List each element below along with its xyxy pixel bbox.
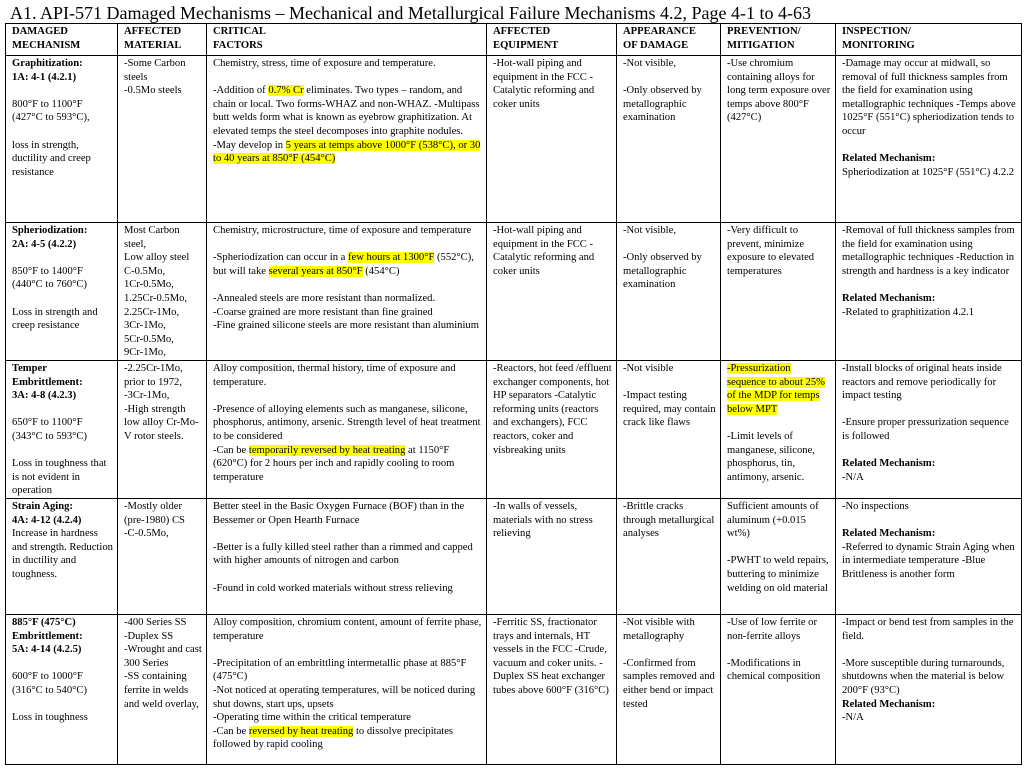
prevention-cell: -Use of low ferrite or non-ferrite alloys -Modifications in chemical composition [721, 615, 836, 765]
header-appearance: APPEARANCE OF DAMAGE [617, 24, 721, 56]
factors-cell: Chemistry, stress, time of exposure and temperature. -Addition of 0.7% Cr eliminates. Two types – random, and chain or local. Two forms-WHAZ and non-WHAZ. -Multipass butt welds form what is known as eyebrow graphitization. At elevated temps the steel decomposes into graphite nodules. -May develop in 5 years at temps above 1000°F (538°C), or 30 to 40 years at 850°F (454°C) [207, 56, 487, 223]
equipment-cell: -In walls of vessels, materials with no stress relieving [487, 499, 617, 615]
table-row [6, 56, 1022, 223]
prevention-cell: -Very difficult to prevent, minimize exposure to elevated temperatures [721, 223, 836, 361]
highlight: 0.7% Cr [268, 85, 304, 97]
header-critical-factors: CRITICAL FACTORS [207, 24, 487, 56]
highlight: temporarily reversed by heat treating [248, 444, 406, 456]
material-cell: -Some Carbon steels -0.5Mo steels [118, 56, 207, 223]
material-cell: -Mostly older (pre-1980) CS -C-0.5Mo, [118, 499, 207, 615]
highlight: few hours at 1300°F [348, 252, 435, 264]
header-row [6, 24, 1022, 56]
highlight: reversed by heat treating [248, 725, 354, 737]
appearance-cell: -Not visible -Impact testing required, may contain crack like flaws [617, 361, 721, 499]
inspection-cell: -Removal of full thickness samples from the field for examination using metallographic techniques -Reduction in strength and hardness is a key indicator Related Mechanism: -Related to graphitization 4.2.1 [836, 223, 1022, 361]
mechanism-cell: Strain Aging: 4A: 4-12 (4.2.4) Increase in hardness and strength. Reduction in ductility and toughness. [6, 499, 118, 615]
highlight: 5 years at temps above 1000°F (538°C), or 30 to 40 years at 850°F (454°C) [213, 139, 481, 165]
mechanism-cell: Graphitization: 1A: 4-1 (4.2.1) 800°F to 1100°F (427°C to 593°C), loss in strength, ductility and creep resistance [6, 56, 118, 223]
prevention-cell: Sufficient amounts of aluminum (+0.015 wt%) -PWHT to weld repairs, buttering to minimize welding on old material [721, 499, 836, 615]
appearance-cell: -Not visible with metallography -Confirmed from samples removed and either bend or impact tested [617, 615, 721, 765]
factors-cell: Alloy composition, thermal history, time of exposure and temperature. -Presence of alloying elements such as manganese, silicone, phosphorus, antimony, arsenic. Strength level of heat treatment to be considered -Can be temporarily reversed by heat treating at 1150°F (620°C) for 2 hours per inch and rapidly cooling to room temperature [207, 361, 487, 499]
highlight: several years at 850°F [268, 265, 363, 277]
table-row [6, 223, 1022, 361]
table-row [6, 615, 1022, 765]
mechanism-cell: 885°F (475°C) Embrittlement: 5A: 4-14 (4.2.5) 600°F to 1000°F (316°C to 540°C) Loss in toughness [6, 615, 118, 765]
factors-cell: Chemistry, microstructure, time of exposure and temperature -Spheriodization can occur in a few hours at 1300°F (552°C), but will take several years at 850°F (454°C) -Annealed steels are more resistant than normalized. -Coarse grained are more resistant than fine grained -Fine grained silicone steels are more resistant than aluminium [207, 223, 487, 361]
mechanism-cell: Temper Embrittlement: 3A: 4-8 (4.2.3) 650°F to 1100°F (343°C to 593°C) Loss in toughness that is not evident in operation [6, 361, 118, 499]
inspection-cell: -Install blocks of original heats inside reactors and remove periodically for impact testing -Ensure proper pressurization sequence is followed Related Mechanism: -N/A [836, 361, 1022, 499]
appearance-cell: -Not visible, -Only observed by metallographic examination [617, 223, 721, 361]
mechanism-cell: Spheriodization: 2A: 4-5 (4.2.2) 850°F to 1400°F (440°C to 760°C) Loss in strength and creep resistance [6, 223, 118, 361]
equipment-cell: -Hot-wall piping and equipment in the FCC -Catalytic reforming and coker units [487, 223, 617, 361]
document-title: A1. API-571 Damaged Mechanisms – Mechanical and Metallurgical Failure Mechanisms 4.2, Page 4-1 to 4-63 [10, 3, 811, 23]
header-prevention: PREVENTION/ MITIGATION [721, 24, 836, 56]
prevention-cell: -Pressurization sequence to about 25% of the MDP for temps below MPT -Limit levels of manganese, silicone, phosphorus, tin, antimony, arsenic. [721, 361, 836, 499]
equipment-cell: -Reactors, hot feed /effluent exchanger components, hot HP separators -Catalytic reforming units (reactors and exchangers), FCC reactors, coker and visbreaking units [487, 361, 617, 499]
factors-cell: Alloy composition, chromium content, amount of ferrite phase, temperature -Precipitation of an embrittling intermetallic phase at 885°F (475°C) -Not noticed at operating temperatures, will be noticed during shut downs, start ups, upsets -Operating time within the critical temperature -Can be reversed by heat treating to dissolve precipitates followed by rapid cooling [207, 615, 487, 765]
equipment-cell: -Ferritic SS, fractionator trays and internals, HT vessels in the FCC -Crude, vacuum and coker units. -Duplex SS heat exchanger tubes above 600°F (316°C) [487, 615, 617, 765]
inspection-cell: -No inspections Related Mechanism: -Referred to dynamic Strain Aging when in intermediate temperature -Blue Brittleness is another form [836, 499, 1022, 615]
equipment-cell: -Hot-wall piping and equipment in the FCC -Catalytic reforming and coker units [487, 56, 617, 223]
prevention-cell: -Use chromium containing alloys for long term exposure over temps above 800°F (427°C) [721, 56, 836, 223]
header-inspection: INSPECTION/ MONITORING [836, 24, 1022, 56]
factors-cell: Better steel in the Basic Oxygen Furnace (BOF) than in the Bessemer or Open Hearth Furnace -Better is a fully killed steel rather than a rimmed and capped with higher amounts of nitrogen and carbon -Found in cold worked materials without stress relieving [207, 499, 487, 615]
header-damaged-mechanism: DAMAGED MECHANISM [6, 24, 118, 56]
material-cell: -2.25Cr-1Mo, prior to 1972, -3Cr-1Mo, -High strength low alloy Cr-Mo-V rotor steels. [118, 361, 207, 499]
appearance-cell: -Brittle cracks through metallurgical analyses [617, 499, 721, 615]
table-row [6, 361, 1022, 499]
inspection-cell: -Damage may occur at midwall, so removal of full thickness samples from the field for examination using metallographic techniques -Temps above 1025°F (551°C) spheriodization tends to occur Related Mechanism: Spheriodization at 1025°F (551°C) 4.2.2 [836, 56, 1022, 223]
table-row [6, 499, 1022, 615]
damage-mechanisms-table [5, 23, 1022, 765]
highlight: -Pressurization sequence to about 25% of the MDP for temps below MPT [727, 363, 825, 415]
header-affected-equipment: AFFECTED EQUIPMENT [487, 24, 617, 56]
material-cell: -400 Series SS -Duplex SS -Wrought and cast 300 Series -SS containing ferrite in welds and weld overlay, [118, 615, 207, 765]
inspection-cell: -Impact or bend test from samples in the field. -More susceptible during turnarounds, shutdowns when the material is below 200°F (93°C) Related Mechanism: -N/A [836, 615, 1022, 765]
material-cell: Most Carbon steel, Low alloy steel C-0.5Mo, 1Cr-0.5Mo, 1.25Cr-0.5Mo, 2.25Cr-1Mo, 3Cr-1Mo, 5Cr-0.5Mo, 9Cr-1Mo, [118, 223, 207, 361]
header-affected-material: AFFECTED MATERIAL [118, 24, 207, 56]
appearance-cell: -Not visible, -Only observed by metallographic examination [617, 56, 721, 223]
